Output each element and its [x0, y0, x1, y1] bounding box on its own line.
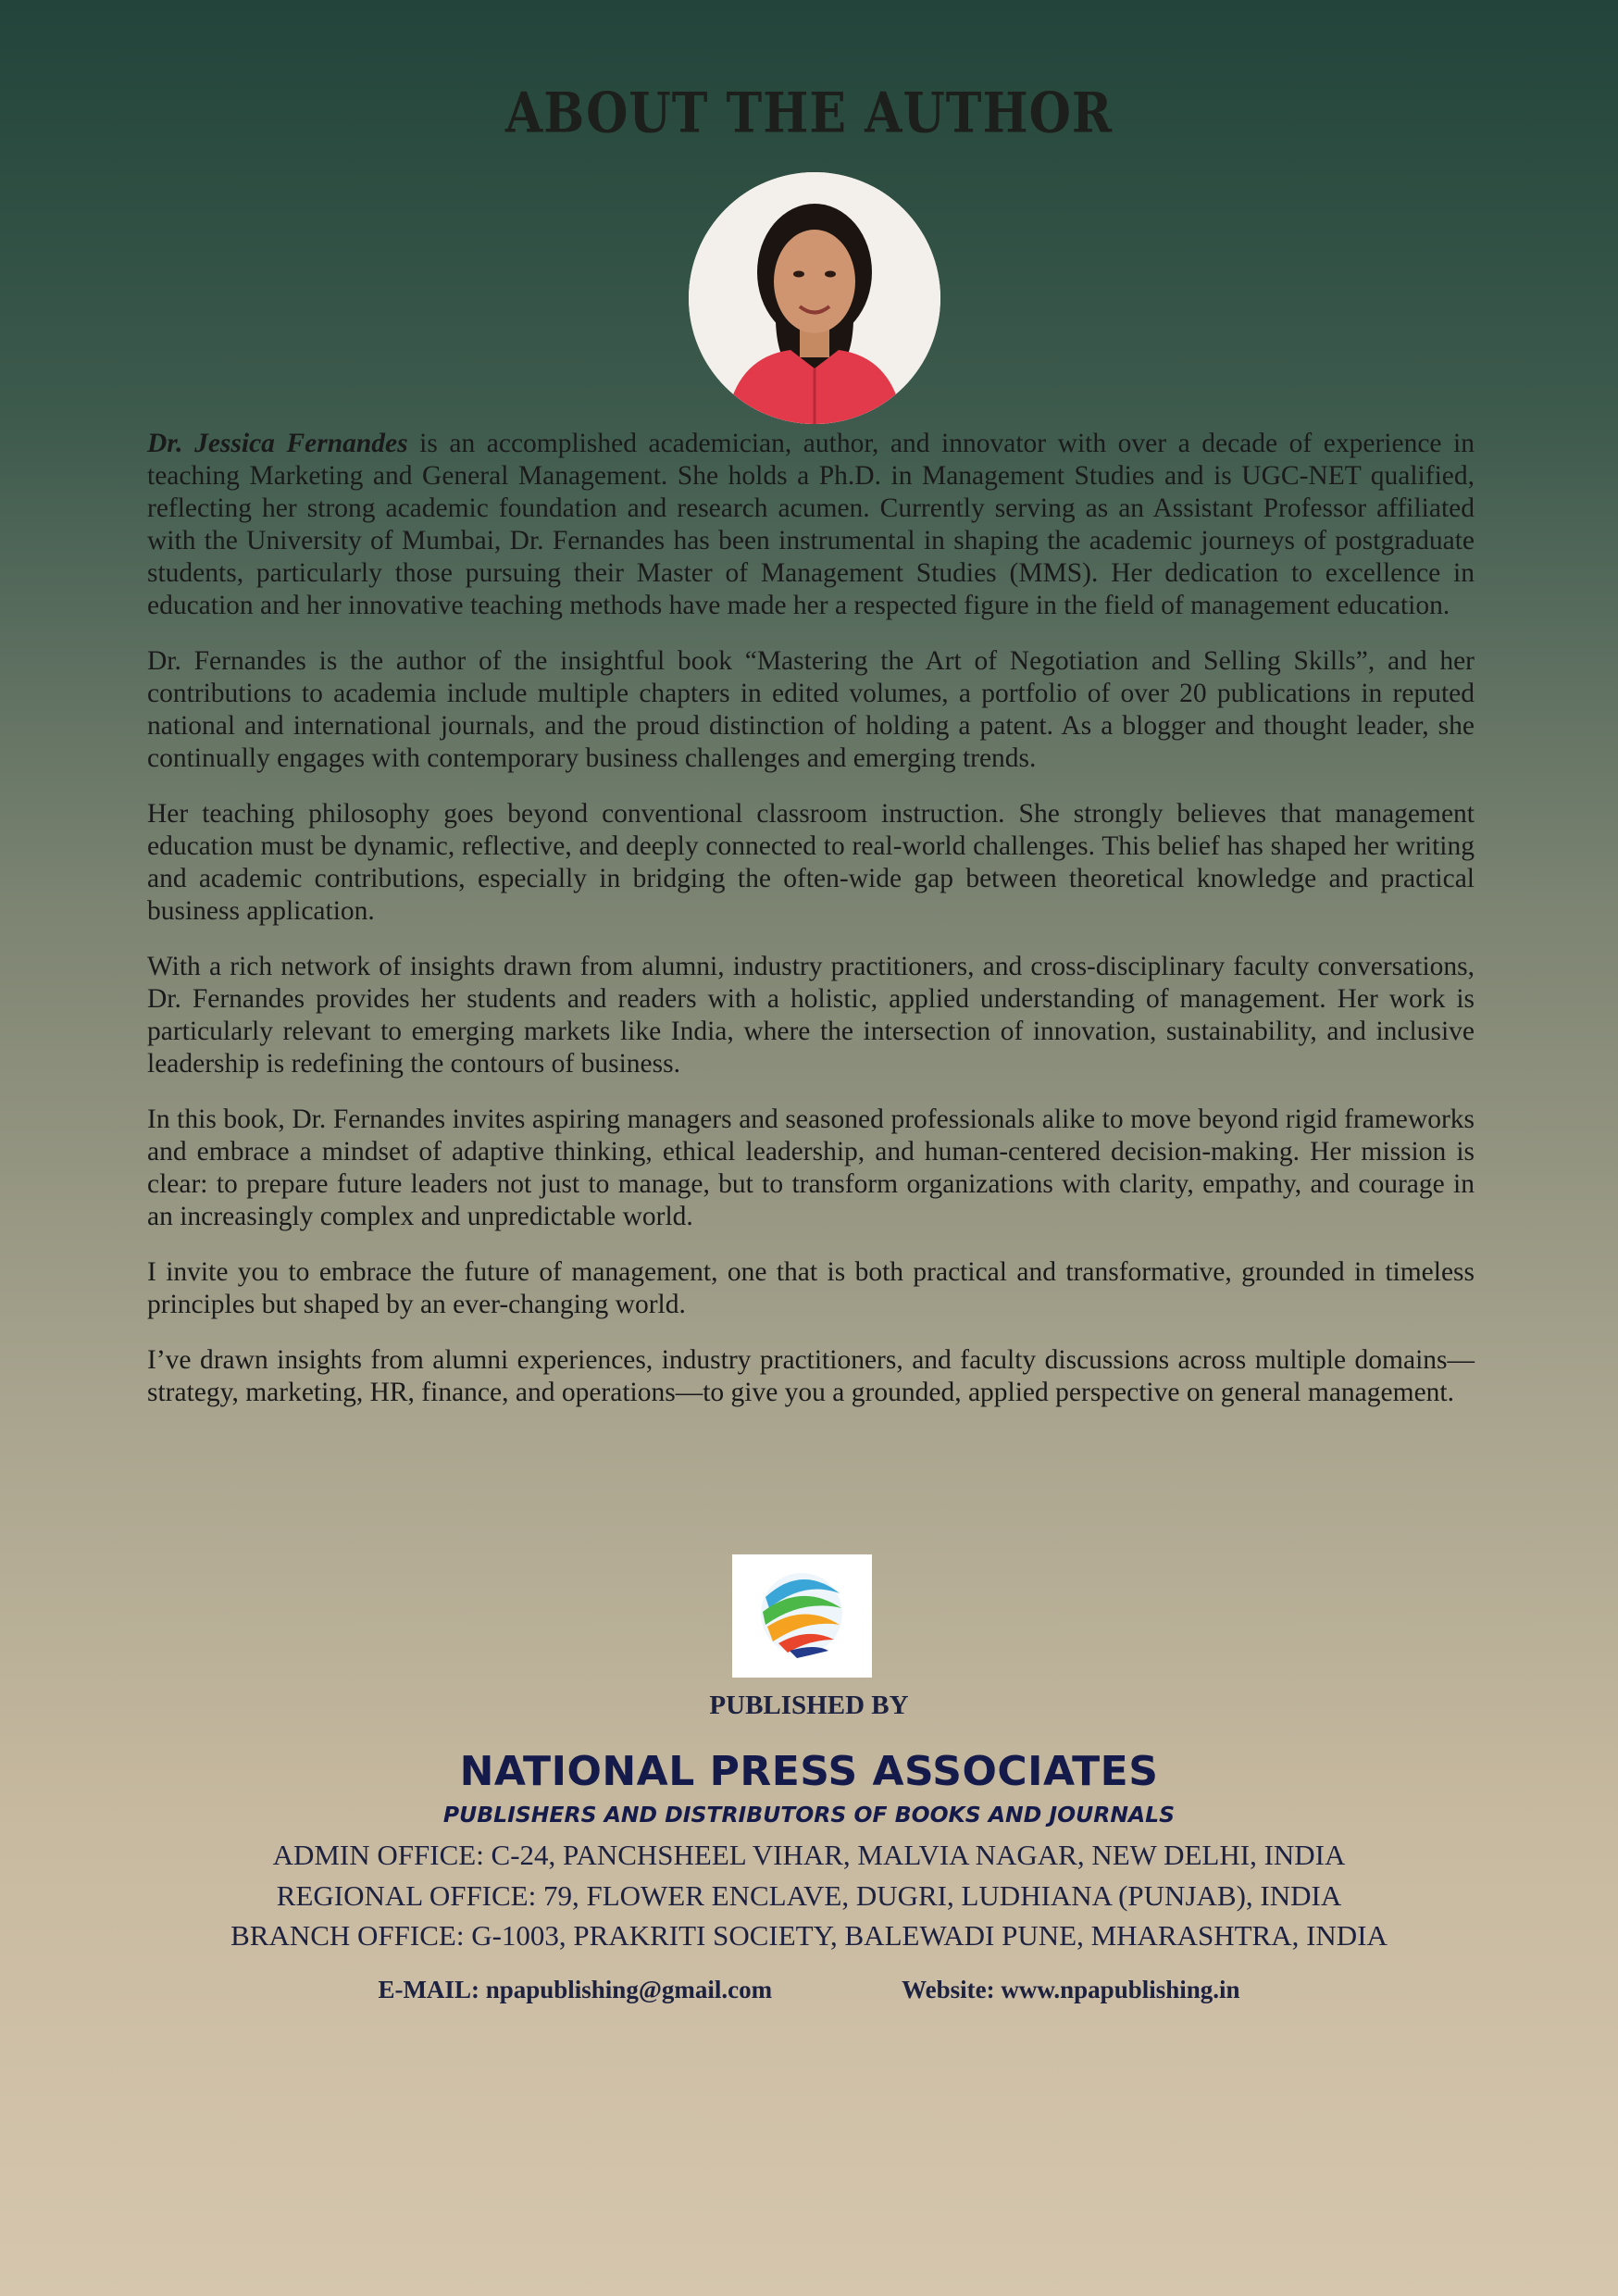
page-title: ABOUT THE AUTHOR — [504, 81, 1114, 146]
bio-paragraph: In this book, Dr. Fernandes invites aspiring managers and seasoned professionals alike to move beyond rigid frameworks and embrace a mindset of adaptive thinking, ethical leadership, and human-centered decision-making. Her mission is clear: to prepare future leaders not just to manage, but to transform organizations with clarity, empathy, and courage in an increasingly complex and unpredictable world. — [147, 1104, 1475, 1231]
bio-paragraph: Her teaching philosophy goes beyond conventional classroom instruction. She strongly believes that management education must be dynamic, reflective, and deeply connected to real-world challenges. This belief has shaped her writing and academic contributions, especially in bridging the often-wide gap between theoretical knowledge and practical business application. — [147, 799, 1475, 926]
bio-paragraph: Dr. Fernandes is the author of the insightful book “Mastering the Art of Negotiation and Selling Skills”, and her contributions to academia include multiple chapters in edited volumes, a portfolio of over 20 publications in reputed national and international journals, and the proud distinction of holding a patent. As a blogger and thought leader, she continually engages with contemporary business challenges and emerging trends. — [147, 646, 1475, 773]
contact-line — [0, 1976, 1618, 2004]
published-by-label: PUBLISHED BY — [709, 1691, 909, 1720]
bio-paragraph: I’ve drawn insights from alumni experiences, industry practitioners, and faculty discussions across multiple domains—strategy, marketing, HR, finance, and operations—to give you a grounded, applied perspective on general management. — [147, 1345, 1475, 1407]
branch-office-address: BRANCH OFFICE: G-1003, PRAKRITI SOCIETY, BALEWADI PUNE, MHARASHTRA, INDIA — [230, 1919, 1388, 1952]
author-photo — [689, 172, 940, 424]
publisher-logo — [732, 1554, 872, 1678]
admin-office-address: ADMIN OFFICE: C-24, PANCHSHEEL VIHAR, MALVIA NAGAR, NEW DELHI, INDIA — [272, 1839, 1346, 1871]
bio-paragraph: Dr. Jessica Fernandes is an accomplished academician, author, and innovator with over a decade of experience in teaching Marketing and General Management. She holds a Ph.D. in Management Studies and is UGC-NET qualified, reflecting her strong academic foundation and research acumen. Currently serving as an Assistant Professor affiliated with the University of Mumbai, Dr. Fernandes has been instrumental in shaping the academic journeys of postgraduate students, particularly those pursuing their Master of Management Studies (MMS). Her dedication to excellence in education and her innovative teaching methods have made her a respected figure in the field of management education. — [147, 429, 1475, 620]
bio-paragraph: With a rich network of insights drawn from alumni, industry practitioners, and cross-disciplinary faculty conversations, Dr. Fernandes provides her students and readers with a holistic, applied understanding of management. Her work is particularly relevant to emerging markets like India, where the intersection of innovation, sustainability, and inclusive leadership is redefining the contours of business. — [147, 952, 1475, 1079]
author-name: Dr. Jessica Fernandes — [147, 429, 408, 458]
globe-swirl-logo-icon — [732, 1554, 872, 1678]
publisher-name: NATIONAL PRESS ASSOCIATES — [459, 1748, 1159, 1795]
publisher-tagline: PUBLISHERS AND DISTRIBUTORS OF BOOKS AND JOURNALS — [442, 1802, 1176, 1828]
bio-paragraph: I invite you to embrace the future of management, one that is both practical and transformative, grounded in timeless principles but shaped by an ever-changing world. — [147, 1257, 1475, 1319]
regional-office-address: REGIONAL OFFICE: 79, FLOWER ENCLAVE, DUGRI, LUDHIANA (PUNJAB), INDIA — [276, 1879, 1342, 1912]
author-bio — [147, 428, 1475, 1432]
email-address: E-MAIL: npapublishing@gmail.com — [378, 1976, 773, 2003]
website-address: Website: www.npapublishing.in — [902, 1976, 1240, 2003]
author-portrait-image — [689, 172, 940, 424]
